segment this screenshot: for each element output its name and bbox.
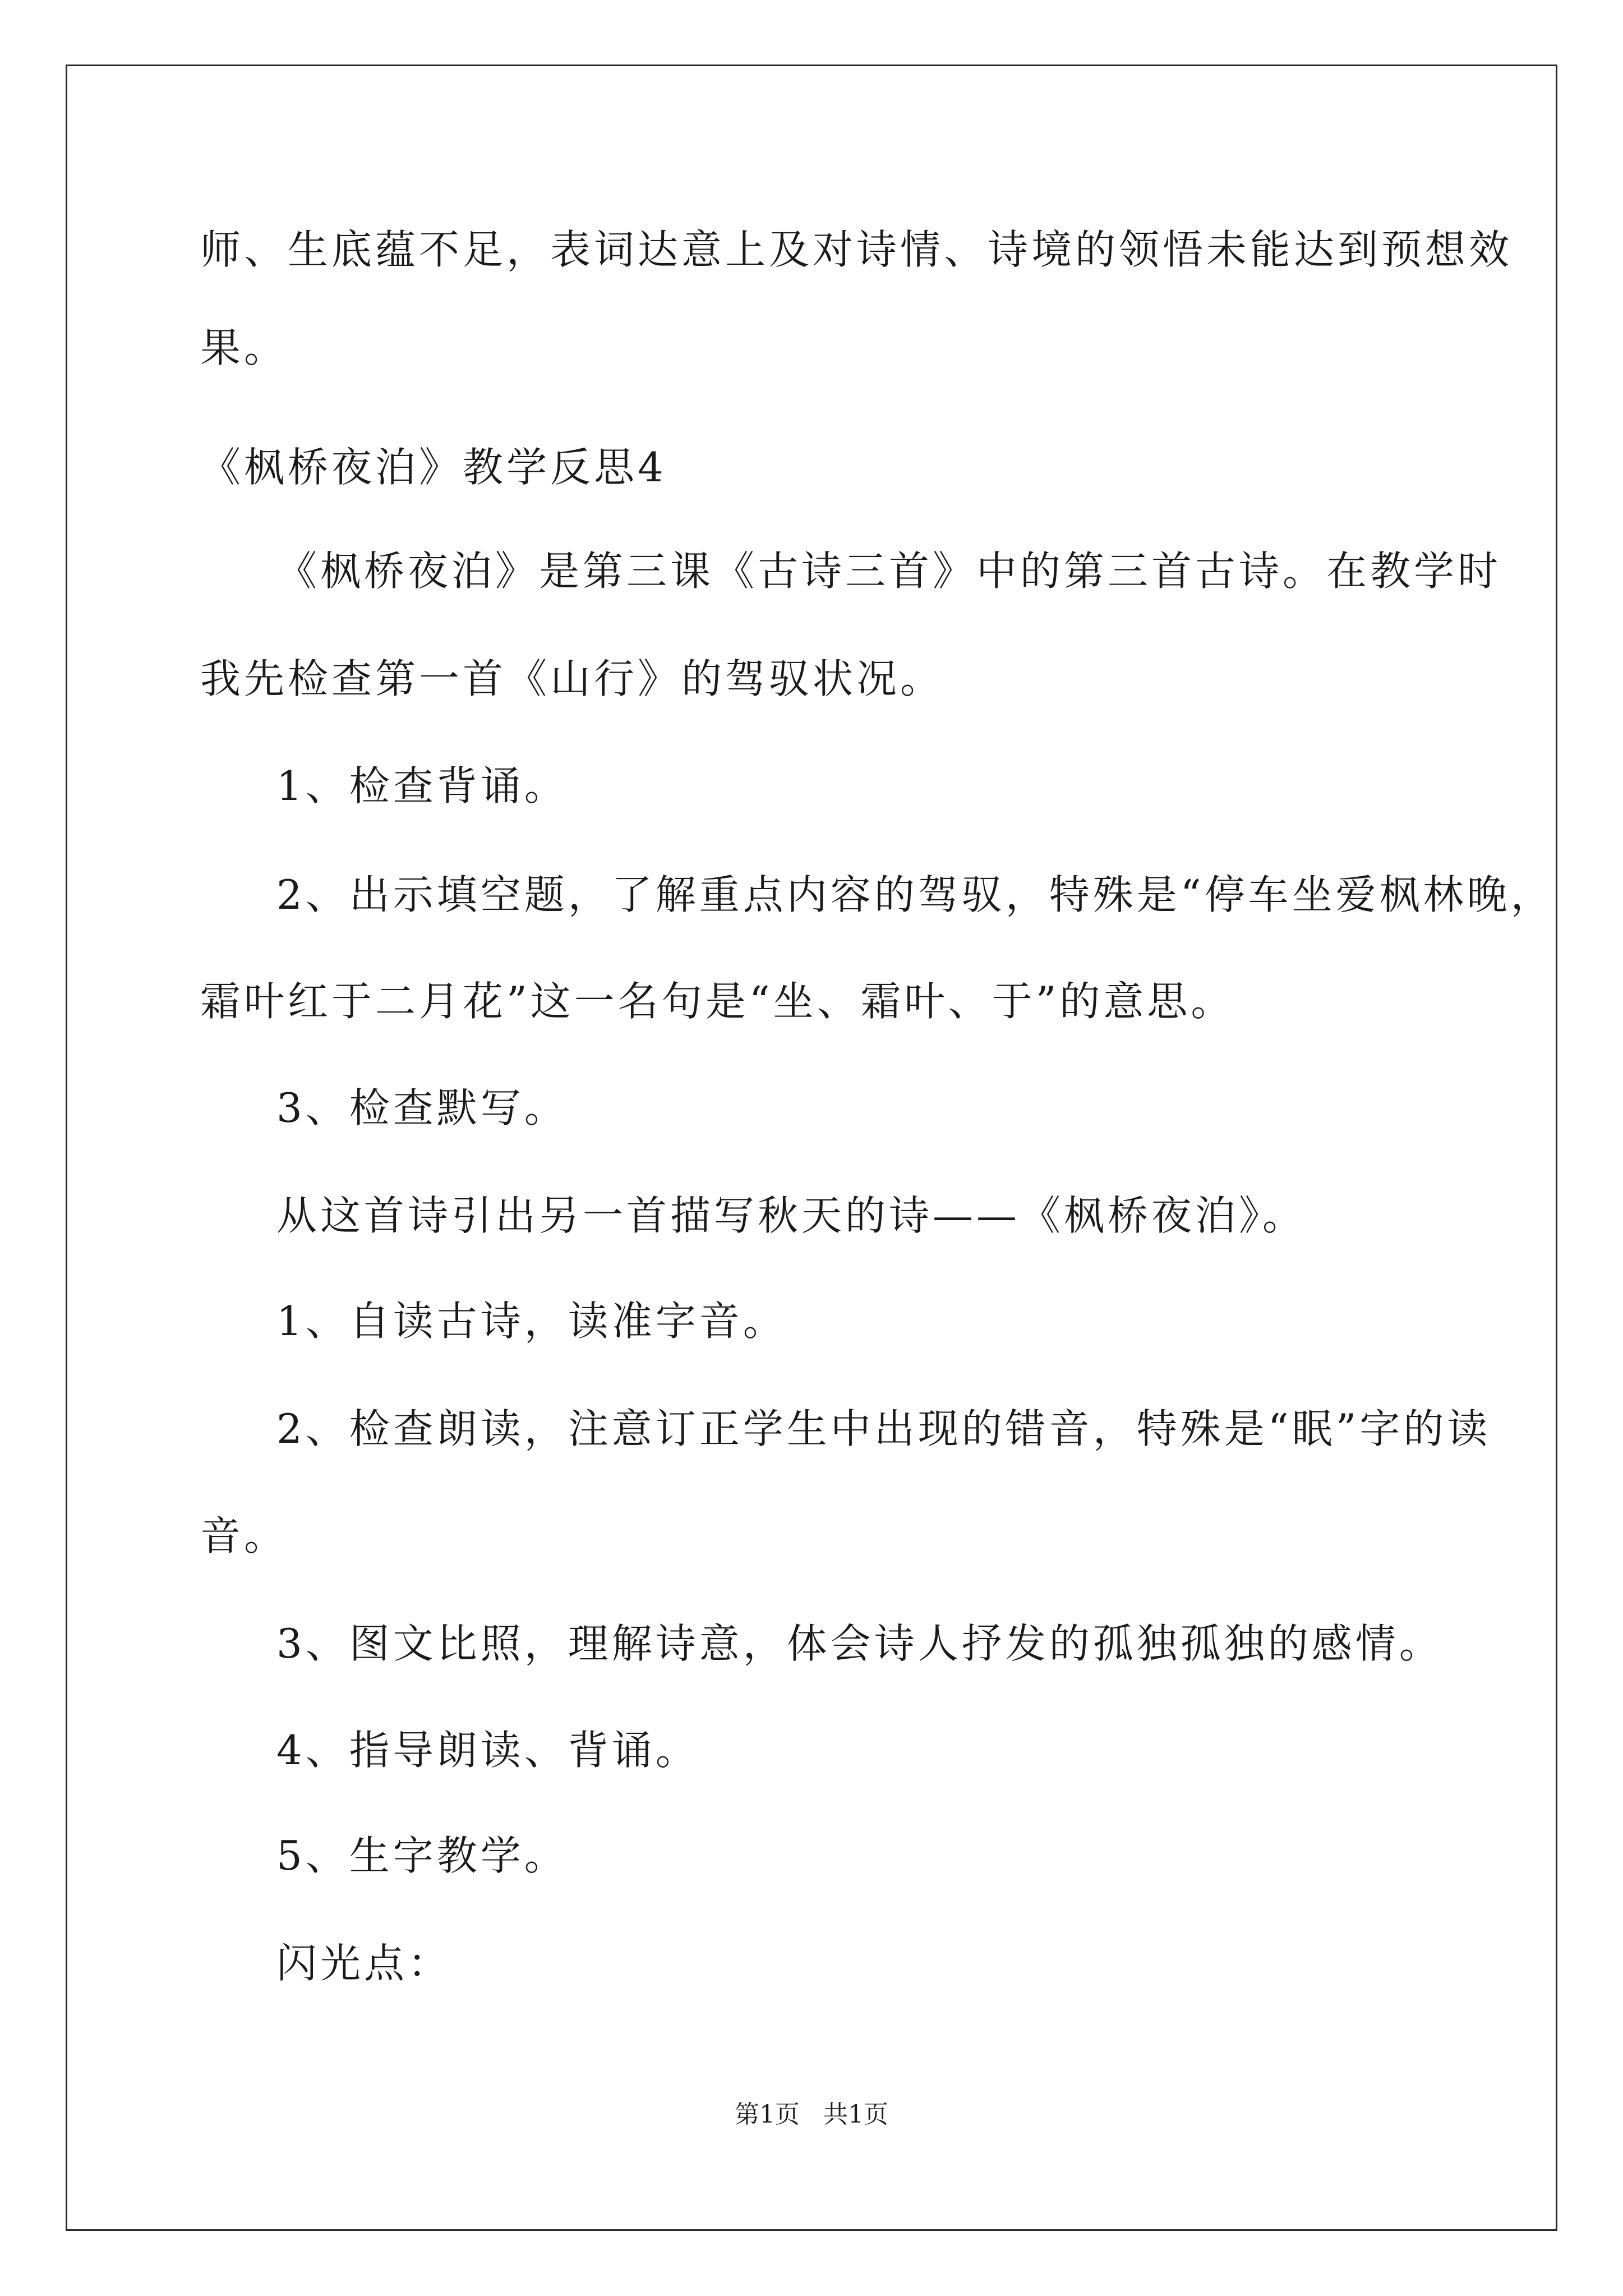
page-number: 第1页 共1页: [735, 2100, 888, 2129]
list-item: 1、自读古诗，读准字音。: [276, 1297, 787, 1345]
list-item: 4、指导朗读、背诵。: [276, 1727, 699, 1774]
list-item: 1、检查背诵。: [276, 762, 568, 809]
paragraph-line: 闪光点：: [276, 1940, 452, 1987]
list-item: 2、出示填空题，了解重点内容的驾驭，特殊是“停车坐爱枫林晚，: [276, 871, 1555, 918]
paragraph-line: 霜叶红于二月花”这一名句是“坐、霜叶、于”的意思。: [200, 978, 1235, 1025]
list-item: 3、检查默写。: [276, 1084, 568, 1131]
list-item: 3、图文比照，理解诗意，体会诗人抒发的孤独孤独的感情。: [276, 1620, 1443, 1667]
paragraph-line: 《枫桥夜泊》是第三课《古诗三首》中的第三首古诗。在教学时: [276, 547, 1502, 595]
paragraph-line: 果。: [200, 324, 288, 371]
list-item: 5、生字教学。: [276, 1832, 568, 1879]
section-heading: 《枫桥夜泊》教学反思4: [200, 444, 667, 491]
paragraph-line: 从这首诗引出另一首描写秋天的诗——《枫桥夜泊》。: [276, 1192, 1307, 1239]
list-item: 2、检查朗读，注意订正学生中出现的错音，特殊是“眠”字的读: [276, 1405, 1491, 1452]
paragraph-line: 音。: [200, 1512, 288, 1559]
paragraph-line: 师、生底蕴不足，表词达意上及对诗情、诗境的领悟未能达到预想效: [200, 226, 1513, 273]
paragraph-line: 我先检查第一首《山行》的驾驭状况。: [200, 655, 944, 702]
page-border: [66, 65, 1557, 2231]
